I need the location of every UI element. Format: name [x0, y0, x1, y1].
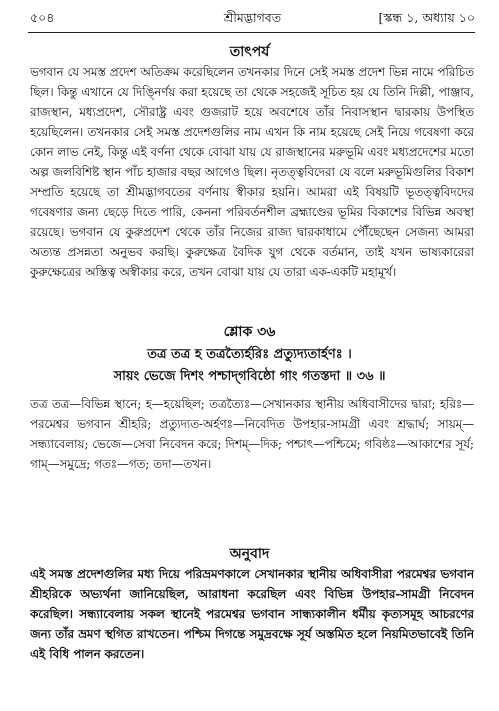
header-divider — [28, 32, 475, 33]
translation-text: এই সমস্ত প্রদেশগুলির মধ্য দিয়ে পরিভ্রমণকালে সেখানকার স্থানীয় অধিবাসীরা পরমেশ্বর ভগবান শ্রীহরিকে অভ্যর্থনা জানিয়েছিল, আরাধনা করেছিল এবং বিভিন্ন উপহার-সামগ্রী নিবেদন করেছিল। সন্ধ্যাবেলায় সকল স্থানেই পরমেশ্বর ভগবান সান্ধ্যকালীন ধর্মীয় কৃত্যসমূহ আচরণের জন্য তাঁর ভ্রমণ স্থগিত রাখতেন। পশ্চিম দিগন্তে সমুদ্রবক্ষে সূর্য অস্তমিত হলে নিয়মিতভাবেই তিনি এই বিধি পালন করতেন। — [30, 567, 474, 661]
chapter-reference: [স্কন্ধ ১, অধ্যায় ১০ — [378, 10, 475, 25]
purport-heading: তাৎপর্য — [229, 44, 270, 60]
word-meanings: তত্র তত্র—বিভিন্ন স্থানে; হ—হয়েছিল; তত্রত্যৈঃ—সেখানকার স্থানীয় অধিবাসীদের দ্বারা; হরিঃ—পরমেশ্বর ভগবান শ্রীহরি; প্রত্যুদ্যত-অর্হণঃ—নিবেদিত উপহার-সামগ্রী এবং শ্রদ্ধার্ঘ; সায়ম্—সন্ধ্যাবেলায়; ভেজে—সেবা নিবেদন করে; দিশম্—দিক; পশ্চাৎ—পশ্চিমে; গবিষ্ঠঃ—আকাশের সূর্য; গাম্—সমুদ্রে; গতঃ—গত; তদা—তখন। — [30, 397, 474, 471]
purport-text: ভগবান যে সমস্ত প্রদেশ অতিক্রম করেছিলেন তখনকার দিনে সেই সমস্ত প্রদেশ ভিন্ন নামে পরিচিত ছিল। কিন্তু এখানে যে দিঙ্নির্ণয় করা হয়েছে তা থেকে সহজেই সূচিত হয় যে তিনি দিল্লী, পাঞ্জাব, রাজস্থান, মধ্যপ্রদেশ, সৌরাষ্ট্র এবং গুজরাট হয়ে অবশেষে তাঁর নিবাসস্থান দ্বারকায় উপস্থিত হয়েছিলেন। তখনকার সেই সমস্ত প্রদেশগুলির নাম এখন কি নাম হয়েছে সেই নিয়ে গবেষণা করে কোন লাভ নেই, কিন্তু এই বর্ণনা থেকে বোঝা যায় যে রাজস্থানের মরুভূমি এবং মধ্যপ্রদেশের মতো অল্প জলবিশিষ্ট স্থান পাঁচ হাজার বছর আগেও ছিল। নৃতত্ত্ববিদেরা যে বলে মরুভূমিগুলির বিকাশ সম্প্রতি হয়েছে তা শ্রীমদ্ভাগবতের বর্ণনায় স্বীকার হয়নি। আমরা এই বিষয়টি ভূতত্ত্ববিদদের গবেষণার জন্য ছেড়ে দিতে পারি, কেননা পরিবর্তনশীল ব্রহ্মাণ্ডের ভূমির বিকাশের বিভিন্ন অবস্থা রয়েছে। ভগবান যে কুরুপ্রদেশ থেকে তাঁর নিজের রাজ্য দ্বারকাধামে পৌঁছেছেন সেজন্য আমরা অত্যন্ত প্রসন্নতা অনুভব করছি। কুরুক্ষেত্র বৈদিক যুগ থেকে বর্তমান, তাই যখন ভাষ্যকারেরা কুরুক্ষেত্রের অস্তিত্ব অস্বীকার করে, তখন বোঝা যায় যে তারা এক-একটি মহামূর্খ। — [30, 65, 474, 279]
verse-text — [0, 344, 499, 388]
verse-line-1: তত্র তত্র হ তত্রত্যৈর্হরিঃ প্রত্যুদ্যতার্হণঃ । — [147, 347, 352, 362]
page-number: ৫০৪ — [30, 10, 55, 25]
verse-line-2: সায়ং ভেজে দিশং পশ্চাদ্‌গবিষ্ঠো গাং গতস্তদা ॥ ৩৬ ॥ — [113, 369, 386, 384]
verse-heading: শ্লোক ৩৬ — [223, 324, 276, 340]
page-header — [30, 10, 475, 32]
translation-heading: অনুবাদ — [229, 546, 270, 562]
book-title: শ্রীমদ্ভাগবত — [223, 10, 282, 25]
